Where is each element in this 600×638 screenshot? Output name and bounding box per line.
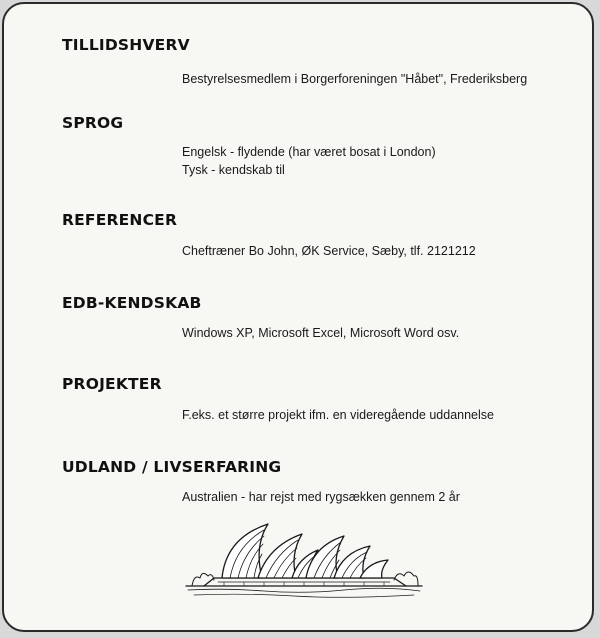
section-heading: UDLAND / LIVSERFARING: [62, 458, 282, 476]
cv-page: [2, 2, 594, 632]
section-line: Cheftræner Bo John, ØK Service, Sæby, tlf. 2121212: [182, 244, 476, 258]
section-heading: SPROG: [62, 114, 124, 132]
section-line: Tysk - kendskab til: [182, 163, 285, 177]
section-udland: [62, 458, 582, 506]
section-heading: PROJEKTER: [62, 375, 162, 393]
section-tillidshverv: [62, 36, 582, 88]
section-referencer: [62, 211, 582, 260]
section-projekter: [62, 375, 582, 424]
section-line: Windows XP, Microsoft Excel, Microsoft Word osv.: [182, 326, 460, 340]
section-sprog: [62, 114, 582, 179]
section-edb-kendskab: [62, 294, 582, 342]
section-heading: TILLIDSHVERV: [62, 36, 190, 54]
section-heading: REFERENCER: [62, 211, 178, 229]
section-line: Engelsk - flydende (har været bosat i London): [182, 145, 436, 159]
section-line: Australien - har rejst med rygsækken gennem 2 år: [182, 490, 460, 504]
section-heading: EDB-KENDSKAB: [62, 294, 202, 312]
section-line: Bestyrelsesmedlem i Borgerforeningen "Håbet", Frederiksberg: [182, 72, 528, 86]
section-line: F.eks. et større projekt ifm. en videregående uddannelse: [182, 408, 494, 422]
sydney-opera-house-icon: [184, 516, 424, 612]
